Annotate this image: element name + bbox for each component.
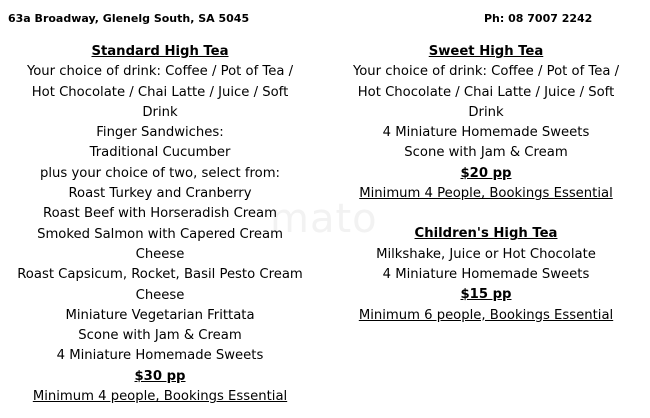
menu-line: Drink xyxy=(142,104,178,120)
standard-price: $30 pp xyxy=(134,368,186,384)
watermark-logo: mato xyxy=(270,196,378,242)
sweet-high-tea-section xyxy=(328,42,644,326)
menu-line: Scone with Jam & Cream xyxy=(78,328,242,344)
menu-line: Traditional Cucumber xyxy=(89,145,231,161)
menu-line: Your choice of drink: Coffee / Pot of Tea / xyxy=(352,64,620,80)
menu-line: Hot Chocolate / Chai Latte / Juice / Soft xyxy=(357,84,615,100)
menu-line: 4 Miniature Homemade Sweets xyxy=(56,348,264,364)
section-spacer xyxy=(328,204,644,224)
menu-line: Hot Chocolate / Chai Latte / Juice / Soft xyxy=(31,84,289,100)
sweet-title: Sweet High Tea xyxy=(428,44,544,59)
standard-high-tea-section xyxy=(2,42,318,407)
sweet-price: $20 pp xyxy=(460,165,512,181)
menu-line: Roast Beef with Horseradish Cream xyxy=(43,206,277,222)
childrens-title: Children's High Tea xyxy=(414,226,558,242)
menu-line: Drink xyxy=(468,104,504,120)
sweet-requirement: Minimum 4 People, Bookings Essential xyxy=(359,186,613,202)
menu-line: Roast Turkey and Cranberry xyxy=(68,186,252,202)
menu-line: Milkshake, Juice or Hot Chocolate xyxy=(376,246,596,262)
childrens-price: $15 pp xyxy=(460,287,512,303)
menu-line: Smoked Salmon with Capered Cream xyxy=(37,226,283,242)
childrens-requirement: Minimum 6 people, Bookings Essential xyxy=(358,307,614,323)
standard-requirement: Minimum 4 people, Bookings Essential xyxy=(32,389,288,405)
menu-line: 4 Miniature Homemade Sweets xyxy=(382,125,590,141)
menu-line: Scone with Jam & Cream xyxy=(404,145,568,161)
menu-line: Cheese xyxy=(135,287,185,303)
standard-title: Standard High Tea xyxy=(91,44,229,59)
address: 63a Broadway, Glenelg South, SA 5045 xyxy=(8,12,250,25)
menu-line: Finger Sandwiches: xyxy=(96,125,224,141)
menu-line: 4 Miniature Homemade Sweets xyxy=(382,266,590,282)
menu-line: plus your choice of two, select from: xyxy=(39,165,280,181)
phone-number: Ph: 08 7007 2242 xyxy=(484,12,593,25)
menu-line: Miniature Vegetarian Frittata xyxy=(65,307,255,323)
menu-line: Cheese xyxy=(135,246,185,262)
menu-line: Roast Capsicum, Rocket, Basil Pesto Cream xyxy=(17,267,303,283)
menu-line: Your choice of drink: Coffee / Pot of Tea / xyxy=(26,64,294,80)
